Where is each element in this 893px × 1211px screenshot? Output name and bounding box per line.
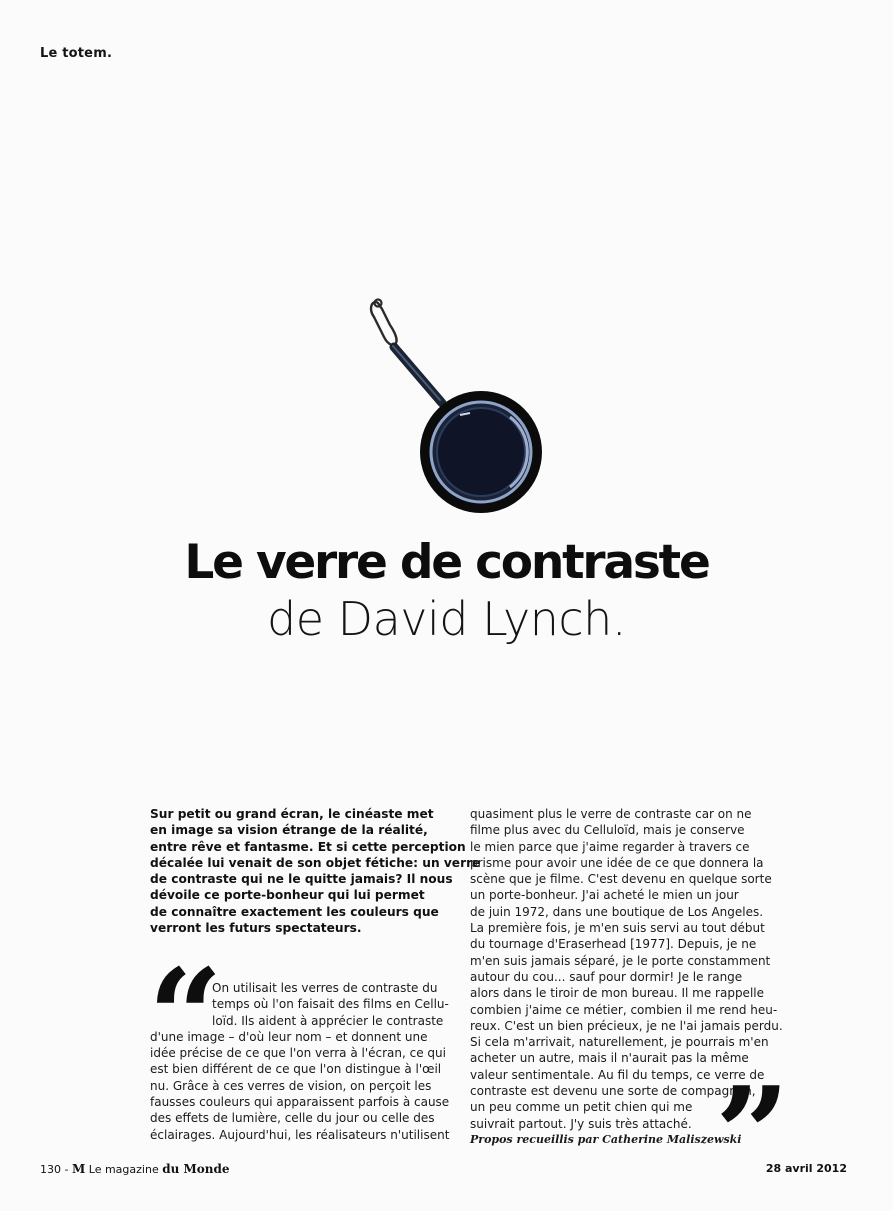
body-line: valeur sentimentale. Au fil du temps, ce verre de <box>470 1067 765 1082</box>
article-lead <box>150 806 481 936</box>
body-line: acheter un autre, mais il n'aurait pas la même <box>470 1051 749 1066</box>
body-line: du tournage d'Eraserhead [1977]. Depuis, je ne <box>470 937 757 952</box>
body-line: fausses couleurs qui apparaissent parfois à cause <box>150 1095 450 1110</box>
section-rubric: Le totem. <box>40 46 113 61</box>
magazine-name: Le magazine <box>88 1163 159 1176</box>
page-footer-left <box>40 1162 230 1176</box>
body-line: prisme pour avoir une idée de ce que donnera la <box>470 855 764 870</box>
body-line: un peu comme un petit chien qui me <box>470 1100 693 1115</box>
body-line: Si cela m'arrivait, naturellement, je pourrais m'en <box>470 1035 769 1050</box>
magazine-logo: M <box>71 1162 86 1176</box>
newspaper-name: du Monde <box>162 1162 230 1176</box>
closing-quote-mark: ” <box>715 1058 782 1211</box>
body-line: filme plus avec du Celluloïd, mais je conserve <box>470 823 745 838</box>
lead-line: verront les futurs spectateurs. <box>150 921 362 936</box>
body-line: La première fois, je m'en suis servi au tout début <box>470 921 765 936</box>
title-line-main: Le verre de contraste <box>184 535 709 590</box>
body-line: d'une image – d'où leur nom – et donnent une <box>150 1029 428 1044</box>
body-line: On utilisait les verres de contraste du <box>212 981 438 995</box>
body-line: un porte-bonheur. J'ai acheté le mien un jour <box>470 888 739 903</box>
body-line: le mien parce que j'aime regarder à travers ce <box>470 839 750 854</box>
author-signature: Propos recueillis par Catherine Maliszewski <box>470 1132 742 1146</box>
lead-line: de connaître exactement les couleurs que <box>150 904 439 919</box>
body-line: contraste est devenu une sorte de compagnon, <box>470 1084 756 1099</box>
body-line: m'en suis jamais séparé, je le porte constamment <box>470 953 771 968</box>
body-line: nu. Grâce à ces verres de vision, on perçoit les <box>150 1078 432 1093</box>
issue-date: 28 avril 2012 <box>765 1162 847 1175</box>
lead-line: entre rêve et fantasme. Et si cette perception <box>150 839 466 854</box>
body-line: des effets de lumière, celle du jour ou celle des <box>150 1111 435 1126</box>
body-line: suivrait partout. J'y suis très attaché. <box>470 1116 692 1131</box>
body-line: reux. C'est un bien précieux, je ne l'ai jamais perdu. <box>470 1018 783 1033</box>
body-line: quasiment plus le verre de contraste car on ne <box>470 807 752 821</box>
article-title <box>0 533 893 645</box>
lead-line: dévoile ce porte-bonheur qui lui permet <box>150 888 425 903</box>
body-line: autour du cou... sauf pour dormir! Je le range <box>470 969 743 984</box>
body-line: est bien différent de ce que l'on distingue à l'œil <box>150 1062 442 1077</box>
title-line-sub: de David Lynch. <box>267 592 626 646</box>
lead-line: Sur petit ou grand écran, le cinéaste met <box>150 807 434 821</box>
lead-line: décalée lui venait de son objet fétiche: un verre <box>150 855 481 870</box>
body-line: de juin 1972, dans une boutique de Los Angeles. <box>470 904 764 919</box>
lead-line: en image sa vision étrange de la réalité, <box>150 823 428 838</box>
lead-line: de contraste qui ne le quitte jamais? Il nous <box>150 872 453 887</box>
body-line: éclairages. Aujourd'hui, les réalisateurs n'utilisent <box>150 1127 450 1142</box>
body-line: idée précise de ce que l'on verra à l'écran, ce qui <box>150 1046 446 1061</box>
body-line: scène que je filme. C'est devenu en quelque sorte <box>470 872 772 887</box>
body-line: alors dans le tiroir de mon bureau. Il me rappelle <box>470 986 764 1001</box>
body-line: loïd. Ils aident à apprécier le contraste <box>212 1013 444 1028</box>
body-column-left <box>150 980 455 1143</box>
body-line: temps où l'on faisait des films en Cellu- <box>212 997 449 1012</box>
body-line: combien j'aime ce métier, combien il me rend heu- <box>470 1002 778 1017</box>
contrast-glass-pendant-icon <box>360 295 560 520</box>
opening-quote-mark: “ <box>148 940 215 1093</box>
page-number: 130 - <box>40 1163 69 1176</box>
